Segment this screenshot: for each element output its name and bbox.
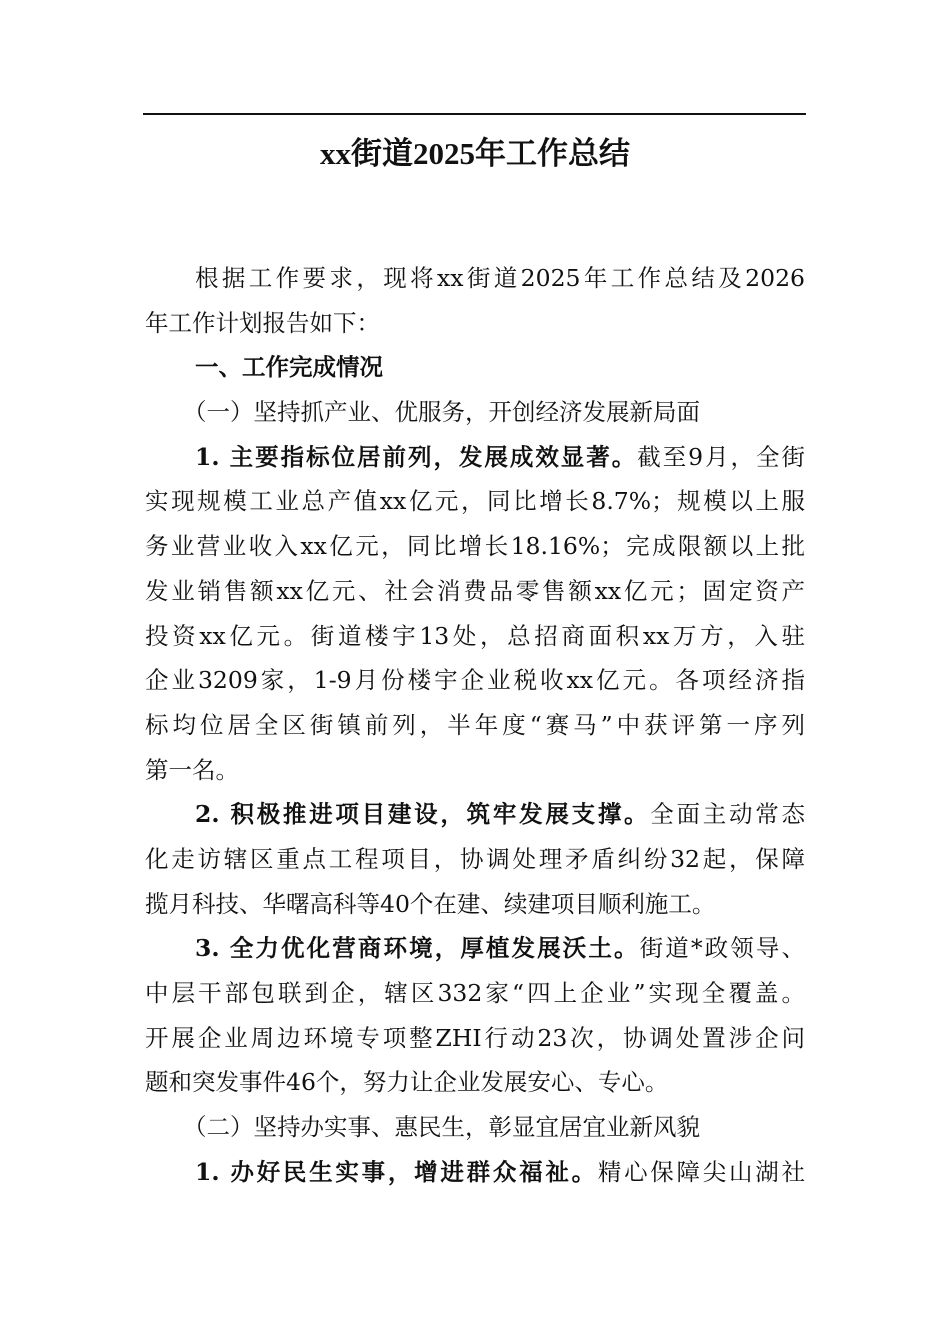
text-line	[145, 1105, 805, 1150]
text-line	[145, 435, 805, 480]
text-line	[145, 703, 805, 748]
line-text: 发业销售额xx亿元、社会消费品零售额xx亿元；固定资产	[145, 576, 805, 605]
header-rule	[143, 113, 806, 115]
line-text: 务业营业收入xx亿元，同比增长18.16%；完成限额以上批	[145, 532, 805, 561]
text-line	[145, 882, 805, 927]
text-line	[145, 1060, 805, 1105]
line-text: 标均位居全区街镇前列，半年度“赛马”中获评第一序列	[145, 710, 805, 739]
text-line	[145, 614, 805, 659]
line-text: 投资xx亿元。街道楼宇13处，总招商面积xx万方，入驻	[145, 621, 805, 650]
text-line	[145, 792, 805, 837]
text-line	[145, 971, 805, 1016]
text-line	[145, 1016, 805, 1061]
line-text: 化走访辖区重点工程项目，协调处理矛盾纠纷32起，保障	[145, 844, 805, 873]
line-text: 企业3209家，1-9月份楼宇企业税收xx亿元。各项经济指	[145, 666, 805, 695]
document-title: xx街道2025年工作总结	[320, 136, 630, 171]
line-text: 一、工作完成情况	[195, 353, 383, 382]
line-text: 全面主动常态	[650, 800, 805, 829]
paragraph-lead-heading: 1. 办好民生实事，增进群众福祉。	[195, 1157, 598, 1186]
document-body	[145, 256, 805, 1194]
text-line	[145, 569, 805, 614]
text-line	[145, 658, 805, 703]
line-text: 街道*政领导、	[639, 934, 806, 963]
text-line	[145, 345, 805, 390]
line-text: 年工作计划报告如下：	[145, 308, 380, 337]
text-line	[145, 479, 805, 524]
line-text: 实现规模工业总产值xx亿元，同比增长8.7%；规模以上服	[145, 487, 805, 516]
line-text: 截至9月，全街	[637, 442, 805, 471]
text-line	[145, 926, 805, 971]
line-text: （二）坚持办实事、惠民生，彰显宜居宜业新风貌	[183, 1113, 700, 1142]
line-text: 揽月科技、华曙高科等40个在建、续建项目顺利施工。	[145, 889, 716, 918]
line-text: 根据工作要求，现将xx街道2025年工作总结及2026	[195, 264, 805, 292]
text-line	[145, 748, 805, 793]
line-text: 精心保障尖山湖社	[597, 1157, 806, 1186]
paragraph-lead-heading: 2. 积极推进项目建设，筑牢发展支撑。	[195, 800, 651, 829]
text-line	[145, 1150, 805, 1195]
line-text: 题和突发事件46个，努力让企业发展安心、专心。	[145, 1068, 669, 1097]
text-line	[145, 390, 805, 435]
line-text: 中层干部包联到企，辖区332家“四上企业”实现全覆盖。	[145, 979, 805, 1007]
line-text: 第一名。	[145, 755, 239, 784]
paragraph-lead-heading: 3. 全力优化营商环境，厚植发展沃土。	[195, 934, 640, 963]
paragraph-lead-heading: 1. 主要指标位居前列，发展成效显著。	[195, 442, 638, 471]
text-line	[145, 524, 805, 569]
text-line	[145, 256, 805, 301]
line-text: 开展企业周边环境专项整ZHI行动23次，协调处置涉企问	[145, 1023, 805, 1052]
text-line	[145, 837, 805, 882]
line-text: （一）坚持抓产业、优服务，开创经济发展新局面	[183, 398, 700, 427]
text-line	[145, 301, 805, 346]
